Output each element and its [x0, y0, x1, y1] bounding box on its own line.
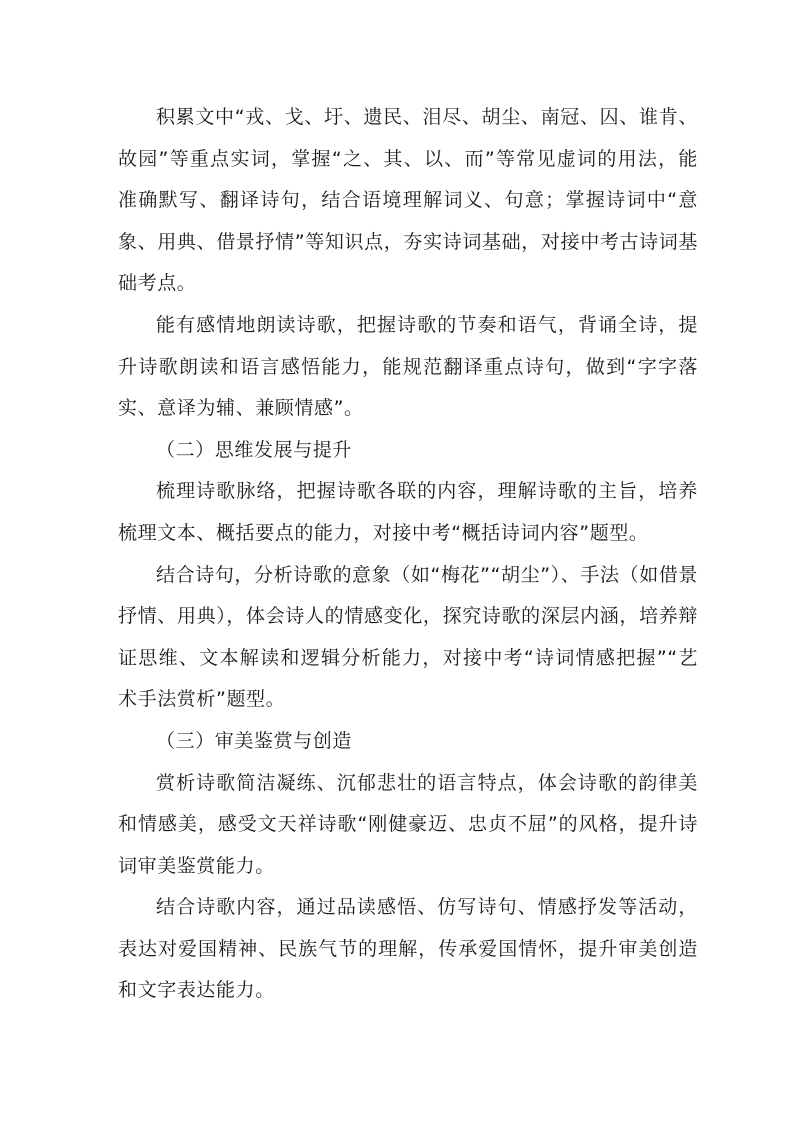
paragraph-creative-expression: 结合诗歌内容，通过品读感悟、仿写诗句、情感抒发等活动，表达对爱国精神、民族气节的理解，传承爱国情怀，提升审美创造和文字表达能力。 [118, 896, 698, 1002]
document-body [118, 97, 698, 1012]
paragraph-language-appreciation: 赏析诗歌简洁凝练、沉郁悲壮的语言特点，体会诗歌的韵律美和情感美，感受文天祥诗歌“刚健豪迈、忠贞不屈”的风格，提升诗词审美鉴赏能力。 [118, 771, 698, 877]
paragraph-imagery-analysis: 结合诗句，分析诗歌的意象（如“梅花”“胡尘”）、手法（如借景抒情、用典），体会诗人的情感变化，探究诗歌的深层内涵，培养辩证思维、文本解读和逻辑分析能力，对接中考“诗词情感把握”“艺术手法赏析”题型。 [118, 563, 698, 711]
paragraph-knowledge-accumulation: 积累文中“戎、戈、圩、遗民、泪尽、胡尘、南冠、囚、谁肯、故园”等重点实词，掌握“之、其、以、而”等常见虚词的用法，能准确默写、翻译诗句，结合语境理解词义、句意；掌握诗词中“意象、用典、借景抒情”等知识点，夯实诗词基础，对接中考古诗词基础考点。 [118, 106, 698, 295]
section-heading-aesthetics: （三）审美鉴赏与创造 [156, 729, 353, 752]
paragraph-structure-summary: 梳理诗歌脉络，把握诗歌各联的内容，理解诗歌的主旨，培养梳理文本、概括要点的能力，对接中考“概括诗词内容”题型。 [118, 480, 698, 544]
section-heading-thinking: （二）思维发展与提升 [156, 438, 353, 461]
paragraph-reading-recitation: 能有感情地朗读诗歌，把握诗歌的节奏和语气，背诵全诗，提升诗歌朗读和语言感悟能力，能规范翻译重点诗句，做到“字字落实、意译为辅、兼顾情感”。 [118, 313, 698, 420]
